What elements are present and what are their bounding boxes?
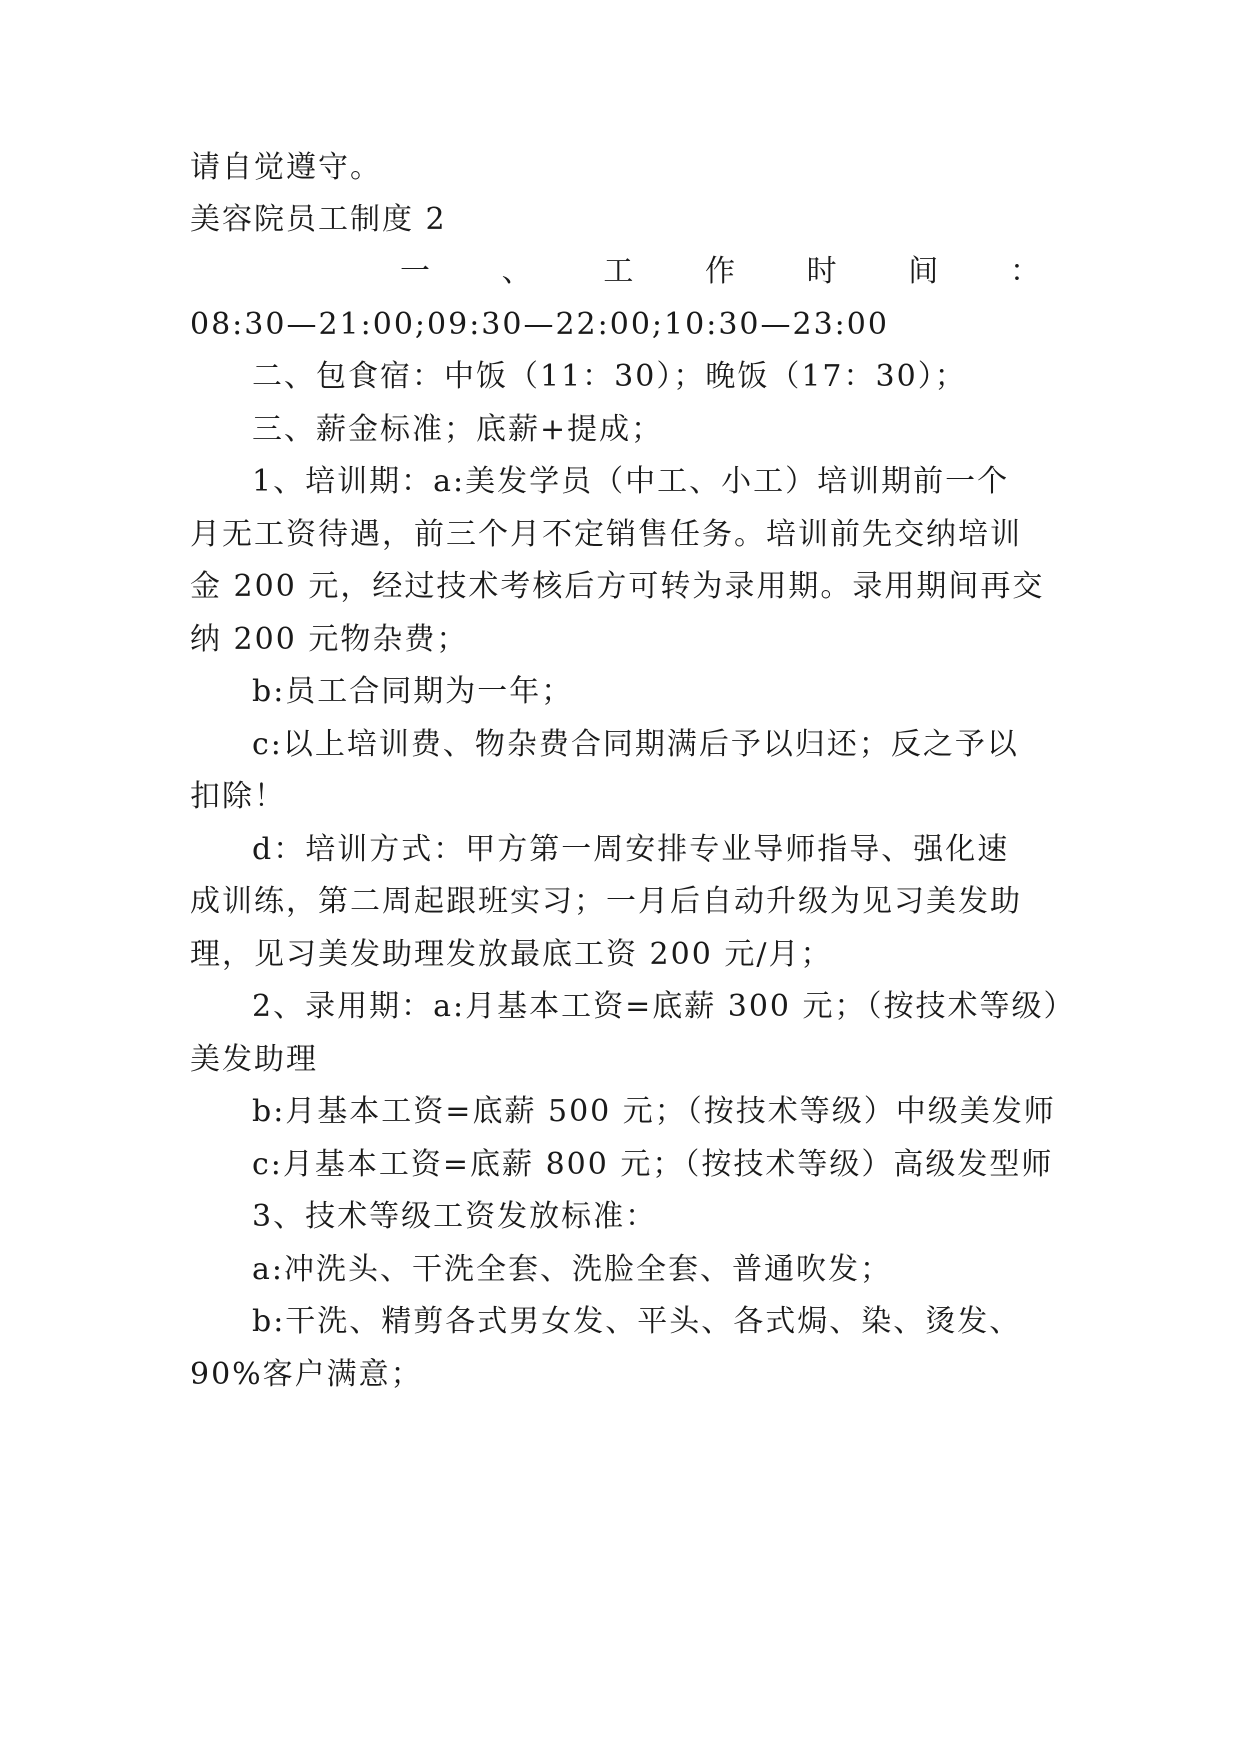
text-line: 请自觉遵守。 xyxy=(190,150,382,185)
text-line: c:以上培训费、物杂费合同期满后予以归还；反之予以 xyxy=(252,727,1019,762)
heading-char: 一 xyxy=(400,254,430,289)
text-line: b:干洗、精剪各式男女发、平头、各式焗、染、烫发、 xyxy=(252,1304,1022,1339)
work-time-values: 08:30—21:00;09:30—22:00;10:30—23:00 xyxy=(190,307,889,342)
text-line: 1、培训期：a:美发学员（中工、小工）培训期前一个 xyxy=(252,464,1010,499)
text-line: b:员工合同期为一年； xyxy=(252,674,574,709)
text-line: 月无工资待遇，前三个月不定销售任务。培训前先交纳培训 xyxy=(190,517,1022,552)
text-line: 金 200 元，经过技术考核后方可转为录用期。录用期间再交 xyxy=(190,569,1045,604)
text-line: 2、录用期：a:月基本工资=底薪 300 元；（按技术等级） xyxy=(252,989,1076,1024)
text-line: 二、包食宿：中饭（11：30）；晚饭（17：30）； xyxy=(252,359,967,394)
heading-char: 间 xyxy=(908,254,939,289)
heading-char: 工 xyxy=(603,254,634,289)
text-line: 成训练，第二周起跟班实习；一月后自动升级为见习美发助 xyxy=(190,884,1022,919)
heading-char: 、 xyxy=(501,254,532,289)
section-title: 美容院员工制度 2 xyxy=(190,202,447,237)
text-line: 90%客户满意； xyxy=(190,1357,423,1392)
heading-char: 时 xyxy=(806,254,837,289)
heading-char: 作 xyxy=(704,254,735,289)
text-line: b:月基本工资=底薪 500 元；（按技术等级）中级美发师 xyxy=(252,1094,1056,1129)
text-line: 纳 200 元物杂费； xyxy=(190,622,469,657)
text-line: 美发助理 xyxy=(190,1042,318,1077)
text-line: d：培训方式：甲方第一周安排专业导师指导、强化速 xyxy=(252,832,1010,867)
text-line: c:月基本工资=底薪 800 元；（按技术等级）高级发型师 xyxy=(252,1147,1054,1182)
text-line: a:冲洗头、干洗全套、洗脸全套、普通吹发； xyxy=(252,1252,892,1287)
heading-char: ： xyxy=(1009,254,1040,289)
text-line: 理，见习美发助理发放最底工资 200 元/月； xyxy=(190,937,833,972)
text-line: 三、薪金标准；底薪+提成； xyxy=(252,412,664,447)
text-line: 3、技术等级工资发放标准： xyxy=(252,1199,658,1234)
text-line: 扣除！ xyxy=(190,779,286,814)
work-time-heading xyxy=(400,252,1040,292)
